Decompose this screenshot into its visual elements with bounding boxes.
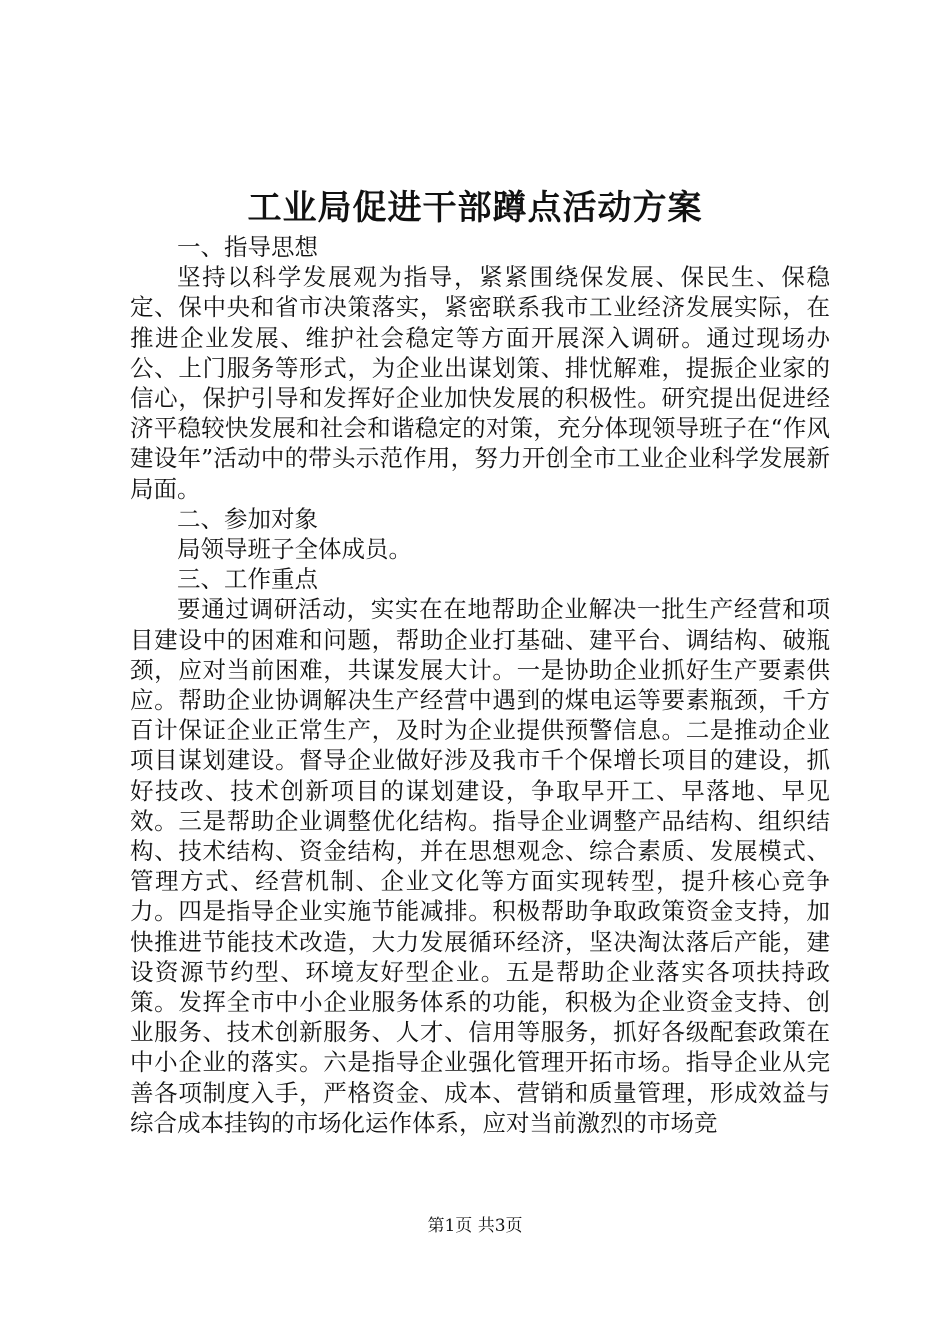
paragraph-work-focus: 要通过调研活动，实实在在地帮助企业解决一批生产经营和项目建设中的困难和问题，帮助企业打基础、建平台、调结构、破瓶颈，应对当前困难，共谋发展大计。一是协助企业抓好生产要素供应。帮助企业协调解决生产经营中遇到的煤电运等要素瓶颈，千方百计保证企业正常生产，及时为企业提供预警信息。二是推动企业项目谋划建设。督导企业做好涉及我市千个保增长项目的建设，抓好技改、技术创新项目的谋划建设，争取早开工、早落地、早见效。三是帮助企业调整优化结构。指导企业调整产品结构、组织结构、技术结构、资金结构，并在思想观念、综合素质、发展模式、管理方式、经营机制、企业文化等方面实现转型，提升核心竞争力。四是指导企业实施节能减排。积极帮助争取政策资金支持，加快推进节能技术改造，大力发展循环经济，坚决淘汰落后产能，建设资源节约型、环境友好型企业。五是帮助企业落实各项扶持政策。发挥全市中小企业服务体系的功能，积极为企业资金支持、创业服务、技术创新服务、人才、信用等服务，抓好各级配套政策在中小企业的落实。六是指导企业强化管理开拓市场。指导企业从完善各项制度入手，严格资金、成本、营销和质量管理，形成效益与综合成本挂钩的市场化运作体系，应对当前激烈的市场竞 (130, 595, 830, 1137)
paragraph-participants: 局领导班子全体成员。 (177, 535, 412, 564)
paragraph-guiding-ideology: 坚持以科学发展观为指导，紧紧围绕保发展、保民生、保稳定、保中央和省市决策落实，紧密联系我市工业经济发展实际，在推进企业发展、维护社会稳定等方面开展深入调研。通过现场办公、上门服务等形式，为企业出谋划策、排忧解难，提振企业家的信心，保护引导和发挥好企业加快发展的积极性。研究提出促进经济平稳较快发展和社会和谐稳定的对策，充分体现领导班子在“作风建设年”活动中的带头示范作用，努力开创全市工业企业科学发展新局面。 (130, 263, 830, 503)
document-body (130, 232, 830, 1138)
page-footer: 第1页 共3页 (427, 1216, 523, 1236)
section-heading-guiding-ideology: 一、指导思想 (177, 233, 318, 261)
section-heading-participants: 二、参加对象 (177, 504, 318, 533)
section-heading-work-focus: 三、工作重点 (177, 565, 318, 594)
document-title: 工业局促进干部蹲点活动方案 (247, 188, 703, 228)
